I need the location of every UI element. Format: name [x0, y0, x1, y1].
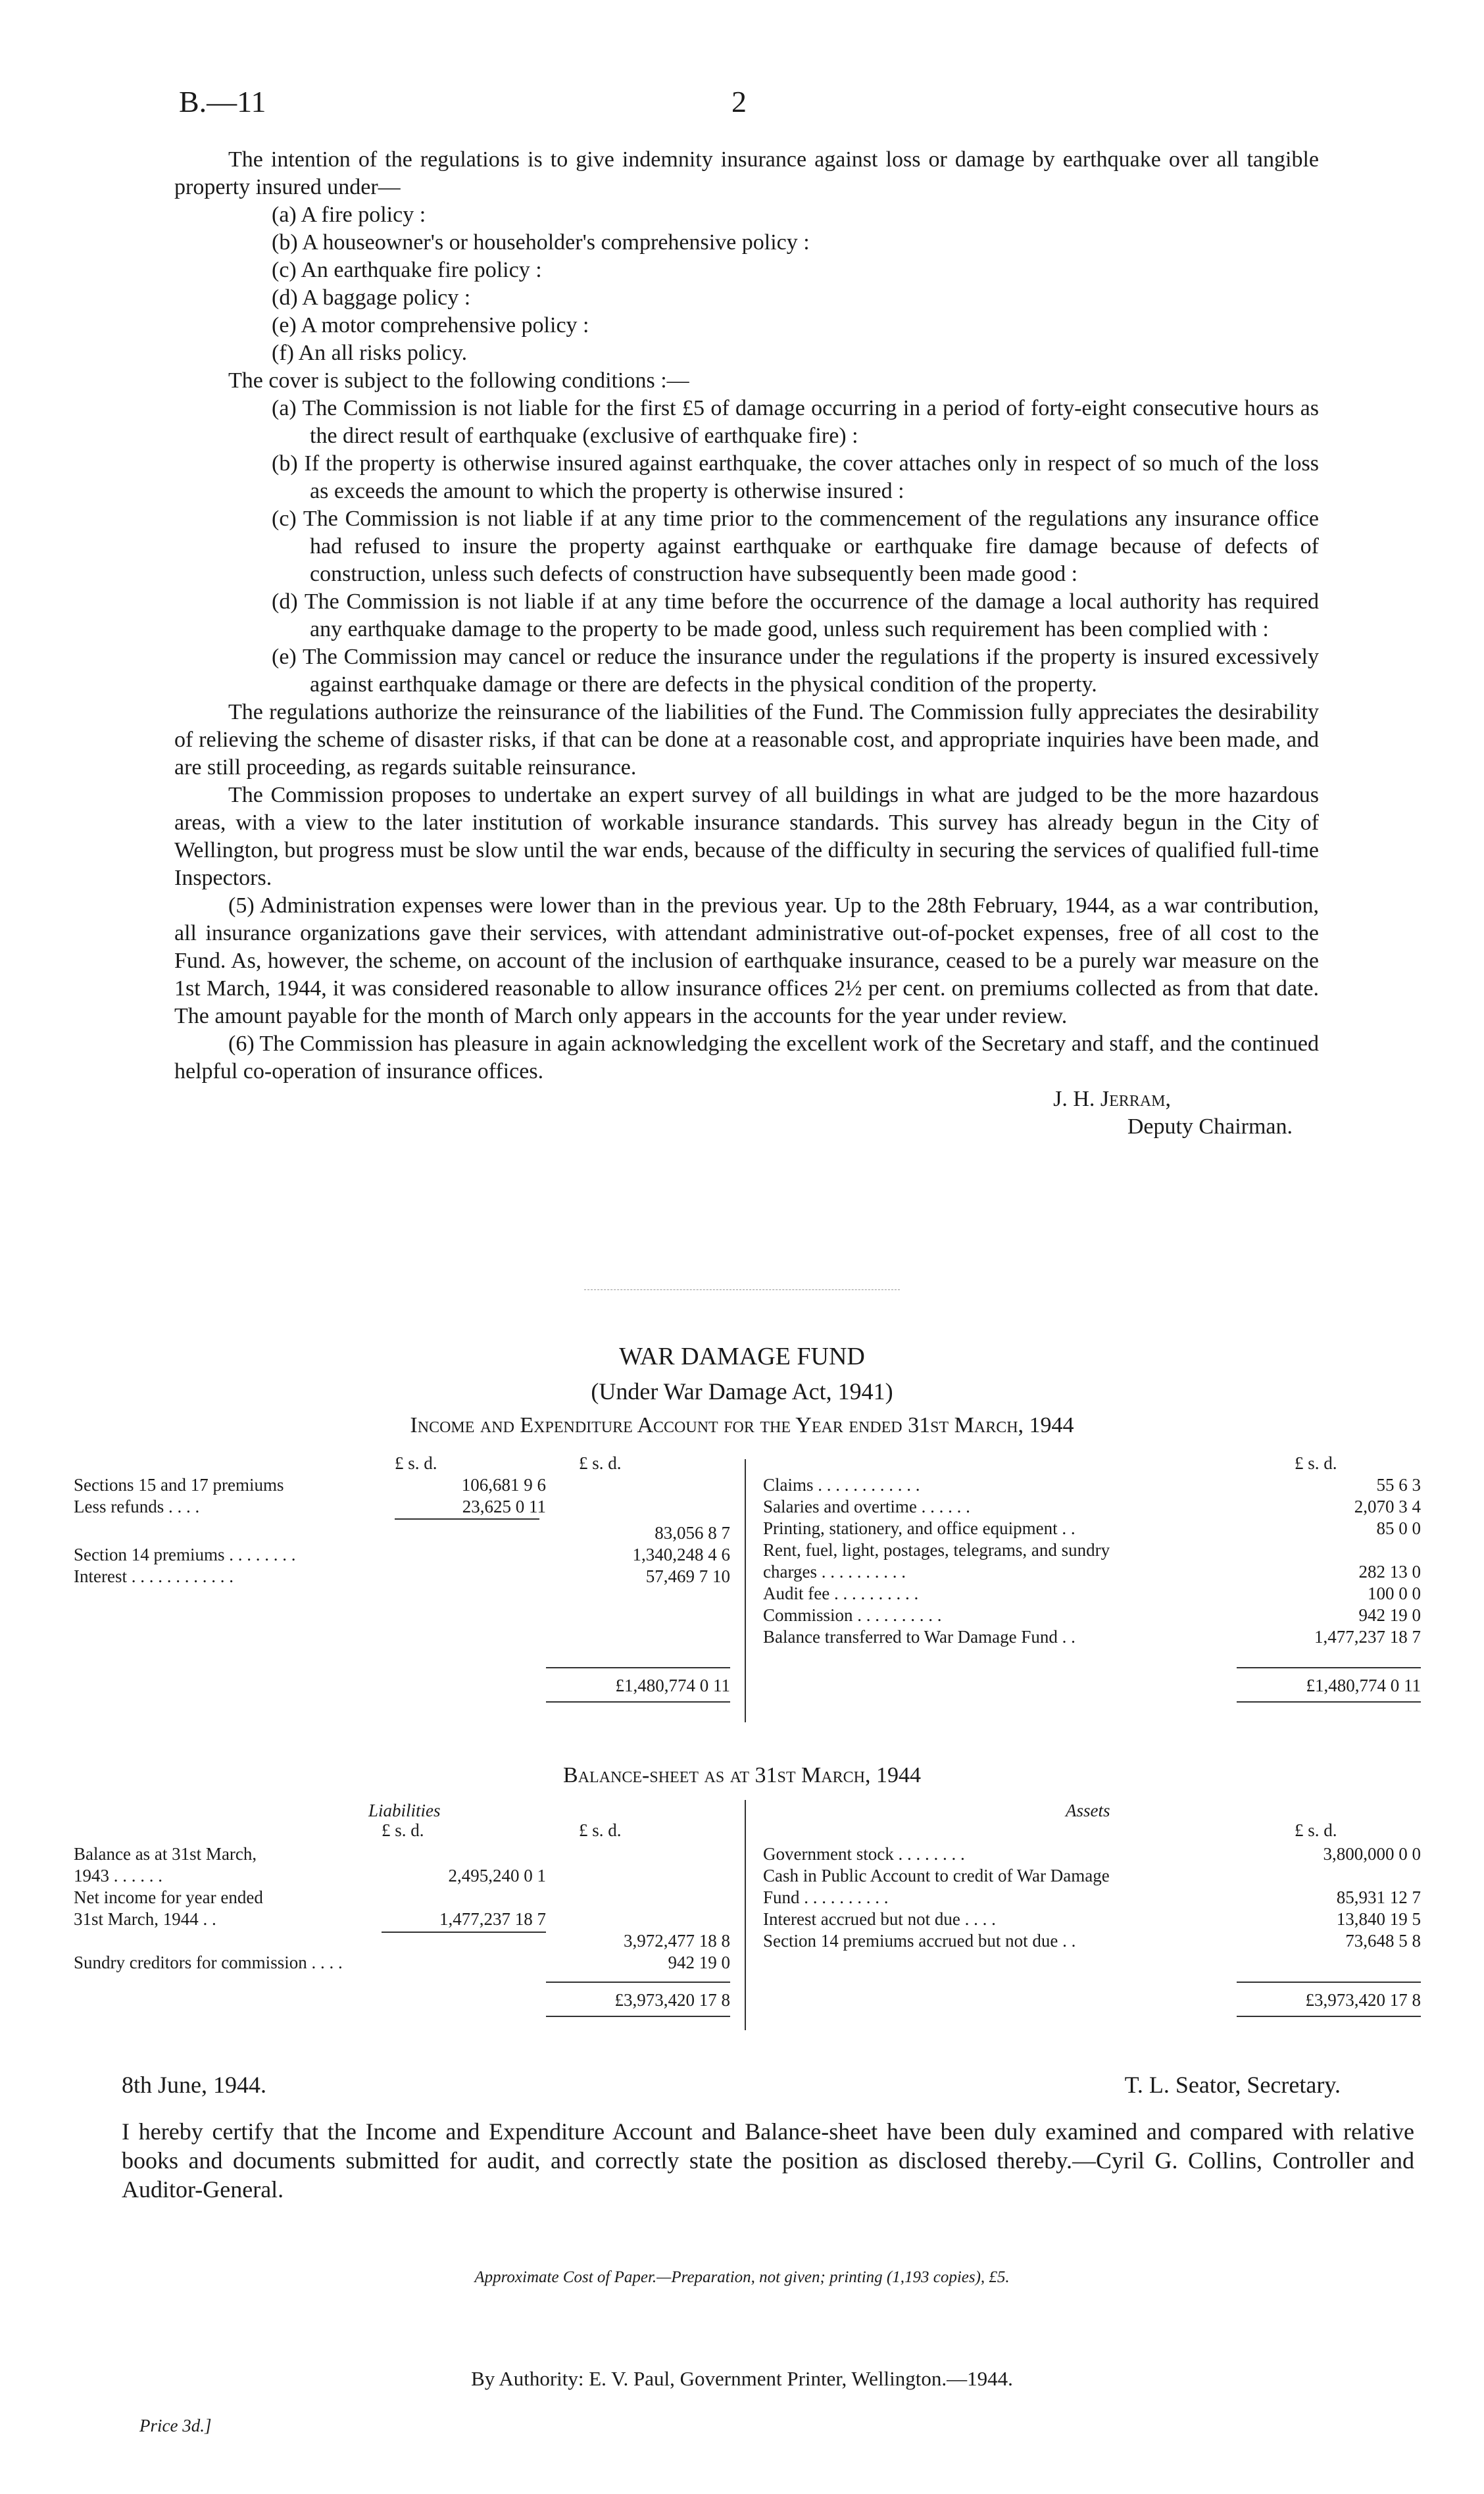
liability-label: Net income for year ended	[74, 1887, 263, 1907]
total-rule	[546, 1667, 730, 1668]
policy-item: (b) A houseowner's or householder's comprehensive policy :	[272, 230, 810, 255]
asset-amount: 3,800,000 0 0	[1323, 1844, 1421, 1864]
asset-label: Government stock . . . . . . . .	[763, 1844, 965, 1864]
asset-amount: 13,840 19 5	[1336, 1909, 1421, 1929]
currency-header: £ s. d.	[579, 1820, 622, 1840]
currency-header: £ s. d.	[382, 1820, 424, 1840]
currency-header: £ s. d.	[579, 1453, 622, 1473]
liability-amount: 2,495,240 0 1	[448, 1866, 546, 1885]
expenditure-label: Claims . . . . . . . . . . . .	[763, 1475, 920, 1495]
column-divider	[745, 1800, 746, 2030]
total-rule	[1237, 1701, 1421, 1703]
assets-total: £3,973,420 17 8	[1305, 1990, 1421, 2010]
total-rule	[1237, 1982, 1421, 1983]
expenditure-label: Balance transferred to War Damage Fund . .	[763, 1627, 1076, 1647]
expenditure-label: Rent, fuel, light, postages, telegrams, and sundry	[763, 1540, 1110, 1560]
condition-item: (a) The Commission is not liable for the first £5 of damage occurring in a period of forty-eight consecutive hours as the direct result of earthquake (exclusive of earthquake fire) :	[272, 396, 1319, 448]
report-body	[174, 146, 1319, 1141]
policy-item: (c) An earthquake fire policy :	[272, 258, 542, 282]
audit-certificate: I hereby certify that the Income and Expenditure Account and Balance-sheet have been duly examined and compared with relative books and documents submitted for audit, and correctly state the position as disclosed thereby.—Cyril G. Collins, Controller and Auditor-General.	[122, 2118, 1414, 2203]
income-label: Sections 15 and 17 premiums	[74, 1475, 284, 1495]
expenditure-amount: 100 0 0	[1368, 1584, 1421, 1603]
column-divider	[745, 1459, 746, 1722]
expenditure-label: Printing, stationery, and office equipment . .	[763, 1518, 1076, 1538]
signatory-name: J. H. Jerram,	[1053, 1087, 1171, 1111]
income-amount: 57,469 7 10	[645, 1566, 730, 1586]
acknowledgement-paragraph: (6) The Commission has pleasure in again acknowledging the excellent work of the Secretary and staff, and the continued helpful co-operation of insurance offices.	[174, 1032, 1319, 1084]
secretary-signature: T. L. Seator, Secretary.	[1124, 2072, 1341, 2098]
asset-label: Section 14 premiums accrued but not due . .	[763, 1931, 1076, 1951]
expenditure-label: charges . . . . . . . . . .	[763, 1562, 906, 1582]
price-note: Price 3d.]	[139, 2416, 212, 2435]
currency-header: £ s. d.	[395, 1453, 437, 1473]
policy-item: (e) A motor comprehensive policy :	[272, 313, 589, 337]
liability-label: Sundry creditors for commission . . . .	[74, 1953, 343, 1972]
condition-item: (e) The Commission may cancel or reduce the insurance under the regulations if the property is insured excessively against earthquake damage or there are defects in the physical condition of the property.	[272, 645, 1319, 697]
asset-amount: 85,931 12 7	[1336, 1887, 1421, 1907]
income-account-title: Income and Expenditure Account for the Year ended 31st March, 1944	[410, 1413, 1074, 1437]
liability-label: Balance as at 31st March,	[74, 1844, 257, 1864]
fund-title: WAR DAMAGE FUND	[619, 1343, 865, 1370]
income-label: Section 14 premiums . . . . . . . .	[74, 1545, 296, 1564]
fund-subtitle: (Under War Damage Act, 1941)	[591, 1378, 893, 1405]
reinsurance-paragraph: The regulations authorize the reinsurance of the liabilities of the Fund. The Commission fully appreciates the desirability of relieving the scheme of disaster risks, if that can be done at a reasonable cost, and appropriate inquiries have been made, and are still proceeding, as regards suitable reinsurance.	[174, 700, 1319, 780]
total-rule	[546, 1701, 730, 1703]
currency-header: £ s. d.	[1295, 1453, 1337, 1473]
section-divider	[584, 1289, 900, 1290]
total-rule	[1237, 1667, 1421, 1668]
expenditure-label: Commission . . . . . . . . . .	[763, 1605, 942, 1625]
policy-item: (d) A baggage policy :	[272, 286, 471, 310]
liability-amount: 942 19 0	[668, 1953, 730, 1972]
condition-item: (d) The Commission is not liable if at any time before the occurrence of the damage a local authority has required any earthquake damage to the property to be made good, unless such requirement has been complied with :	[272, 589, 1319, 641]
survey-paragraph: The Commission proposes to undertake an expert survey of all buildings in what are judged to be the more hazardous areas, with a view to the later institution of workable insurance standards. This survey has already begun in the City of Wellington, but progress must be slow until the war ends, because of the difficulty in securing the services of qualified full-time Inspectors.	[174, 783, 1319, 890]
liabilities-heading: Liabilities	[368, 1801, 441, 1820]
cost-note: Approximate Cost of Paper.—Preparation, not given; printing (1,193 copies), £5.	[474, 2268, 1010, 2286]
asset-label: Cash in Public Account to credit of War Damage	[763, 1866, 1110, 1885]
income-expenditure-table	[0, 1453, 1484, 1729]
document-ref: B.—11	[179, 85, 266, 118]
liability-amount: 3,972,477 18 8	[624, 1931, 730, 1951]
income-label: Interest . . . . . . . . . . . .	[74, 1566, 234, 1586]
expenses-paragraph: (5) Administration expenses were lower than in the previous year. Up to the 28th February, 1944, as a war contribution, all insurance organizations gave their services, with attendant administrative out-of-pocket expenses, free of all cost to the Fund. As, however, the scheme, on account of the inclusion of earthquake insurance, ceased to be a purely war measure on the 1st March, 1944, it was considered reasonable to allow insurance offices 2½ per cent. on premiums collected as from that date. The amount payable for the month of March only appears in the accounts for the year under review.	[174, 893, 1319, 1028]
asset-label: Interest accrued but not due . . . .	[763, 1909, 996, 1929]
expenditure-amount: 55 6 3	[1376, 1475, 1421, 1495]
total-rule	[1237, 2016, 1421, 2017]
income-total: £1,480,774 0 11	[615, 1676, 730, 1695]
liability-label: 1943 . . . . . .	[74, 1866, 162, 1885]
condition-item: (c) The Commission is not liable if at any time prior to the commencement of the regulations any insurance office had refused to insure the property against earthquake or earthquake fire damage because of defects of construction, unless such defects of construction have subsequently been made good :	[272, 507, 1319, 586]
liability-label: 31st March, 1944 . .	[74, 1909, 216, 1929]
assets-heading: Assets	[1066, 1801, 1110, 1820]
balance-sheet-table	[0, 1800, 1484, 2037]
liabilities-total: £3,973,420 17 8	[614, 1990, 730, 2010]
signature-block	[174, 1085, 1319, 1141]
condition-item: (b) If the property is otherwise insured against earthquake, the cover attaches only in respect of so much of the loss as exceeds the amount to which the property is otherwise insured :	[272, 451, 1319, 503]
policy-list	[174, 201, 1319, 367]
total-rule	[546, 2016, 730, 2017]
income-amount: 106,681 9 6	[461, 1475, 546, 1495]
expenditure-amount: 282 13 0	[1358, 1562, 1421, 1582]
income-label: Less refunds . . . .	[74, 1497, 200, 1516]
income-amount: 83,056 8 7	[655, 1523, 730, 1543]
conditions-intro: The cover is subject to the following conditions :—	[228, 368, 689, 393]
signatory-title: Deputy Chairman.	[1127, 1114, 1293, 1139]
total-rule	[546, 1982, 730, 1983]
policy-item: (a) A fire policy :	[272, 203, 426, 227]
balance-sheet-title: Balance-sheet as at 31st March, 1944	[563, 1763, 921, 1787]
expenditure-label: Audit fee . . . . . . . . . .	[763, 1584, 919, 1603]
expenditure-amount: 1,477,237 18 7	[1314, 1627, 1421, 1647]
asset-amount: 73,648 5 8	[1345, 1931, 1421, 1951]
income-amount: 1,340,248 4 6	[632, 1545, 730, 1564]
currency-header: £ s. d.	[1295, 1820, 1337, 1840]
liability-amount: 1,477,237 18 7	[439, 1909, 546, 1929]
expenditure-amount: 942 19 0	[1358, 1605, 1421, 1625]
income-amount: 23,625 0 11	[462, 1497, 546, 1516]
printer-authority: By Authority: E. V. Paul, Government Printer, Wellington.—1944.	[471, 2367, 1013, 2390]
expenditure-amount: 85 0 0	[1376, 1518, 1421, 1538]
expenditure-amount: 2,070 3 4	[1354, 1497, 1421, 1516]
subtotal-rule	[382, 1932, 546, 1933]
report-date: 8th June, 1944.	[122, 2072, 266, 2098]
expenditure-total: £1,480,774 0 11	[1306, 1676, 1421, 1695]
page-number: 2	[731, 85, 747, 118]
conditions-list	[174, 395, 1319, 699]
asset-label: Fund . . . . . . . . . .	[763, 1887, 889, 1907]
policy-item: (f) An all risks policy.	[272, 341, 468, 365]
intro-paragraph: The intention of the regulations is to give indemnity insurance against loss or damage by earthquake over all tangible property insured under—	[174, 147, 1319, 199]
subtotal-rule	[395, 1518, 539, 1520]
expenditure-label: Salaries and overtime . . . . . .	[763, 1497, 970, 1516]
